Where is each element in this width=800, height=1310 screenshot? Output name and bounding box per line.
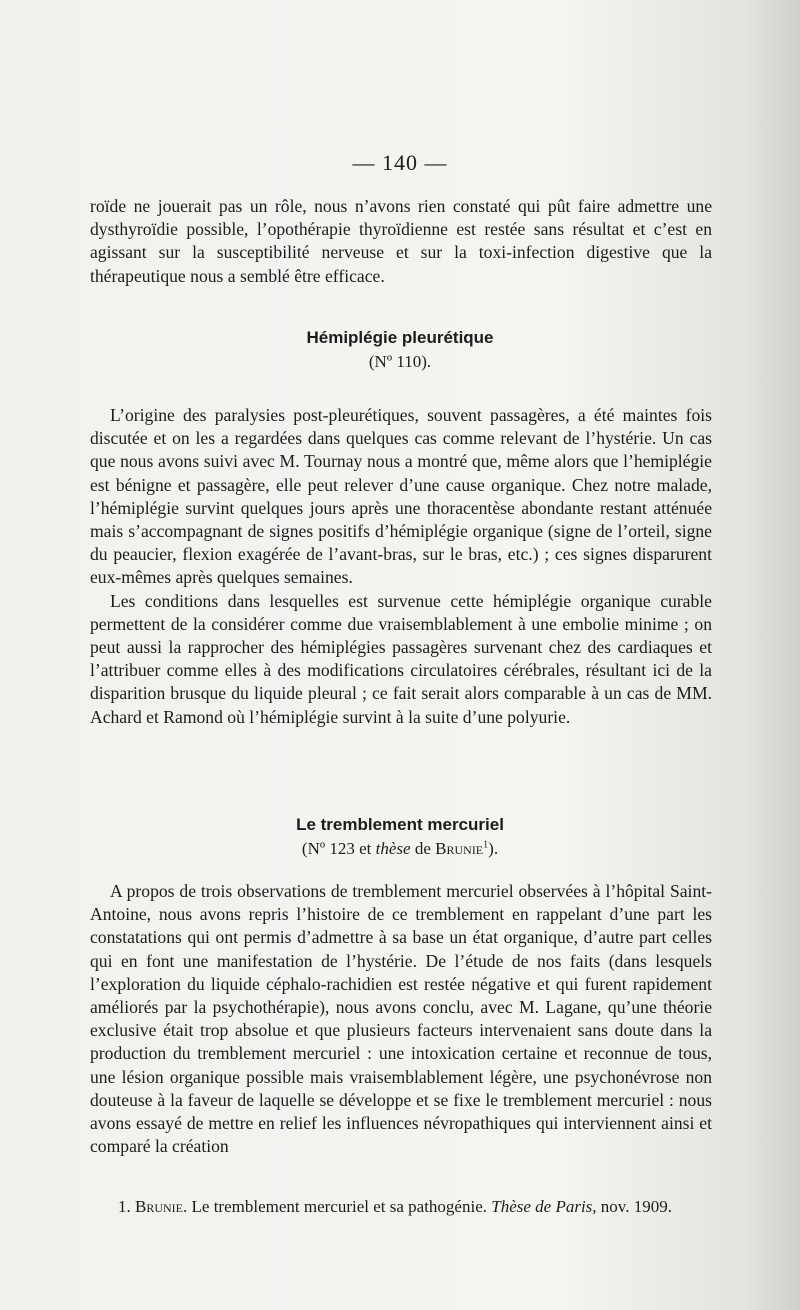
footnote — [118, 1197, 728, 1217]
ref-prefix: (Nº 123 et — [301, 839, 372, 858]
intro-paragraph: roïde ne jouerait pas un rôle, nous n’avons rien constaté qui pût faire admettre une dysthyroïdie possible, l’opothérapie thyroïdienne est restée sans résultat et c’est en agissant sur la susceptibilité nerveuse et sur la toxi-infection digestive que la thérapeutique nous a semblé être efficace. — [90, 196, 712, 286]
page-number: — 140 — — [352, 150, 448, 175]
footnote-title: Le tremblement mercuriel et sa pathogénie. — [191, 1197, 487, 1216]
footnote-marker: 1 — [483, 839, 489, 851]
section-body-hemiplegie — [90, 404, 712, 729]
ref-thesis: thèse — [375, 839, 411, 858]
body-paragraph: A propos de trois observations de tremblement mercuriel observées à l’hôpital Saint-Antoine, nous avons repris l’histoire de ce tremblement en rappelant d’une part les constatations qui ont permis d’admettre à sa base un état organique, d’autre part celles qui en font une manifestation de l’hystérie. De l’étude de nos faits (dans lesquels l’exploration du liquide céphalo-rachidien est restée négative et qui furent rapidement améliorés par la psychothérapie), nous avons conclu, avec M. Lagane, qu’une théorie exclusive était trop absolue et que plusieurs facteurs intervenaient sans doute dans la production du tremblement mercuriel : une intoxication certaine et reconnue de tous, une lésion organique possible mais vraisemblablement légère, une psychonévrose non douteuse à la faveur de laquelle se développe et se fixe le tremblement mercuriel : nous avons essayé de mettre en relief les influences névropathiques qui interviennent ainsi et comparé la création — [90, 881, 712, 1157]
ref-author: Brunie — [435, 839, 484, 858]
footnote-number: 1. — [118, 1197, 131, 1216]
section-reference: (Nº 110). — [368, 352, 432, 371]
body-paragraph: Les conditions dans lesquelles est survenue cette hémiplégie organique curable permettent de la considérer comme due vraisemblablement à une embolie minime ; on peut aussi la rapprocher des hémiplégies passagères survenant chez des cardiaques et l’attribuer comme elles à des modifications circulatoires cérébrales, résultant ici de la disparition brusque du liquide pleural ; ce fait serait alors comparable à un cas de MM. Achard et Ramond où l’hémiplégie survint à la suite d’une polyurie. — [90, 590, 712, 727]
ref-suffix: ). — [488, 839, 499, 858]
section-title: Hémiplégie pleurétique — [306, 328, 494, 347]
footnote-author: Brunie. — [135, 1197, 188, 1216]
section-title: Le tremblement mercuriel — [296, 815, 504, 834]
section-reference — [0, 839, 800, 859]
body-paragraph: L’origine des paralysies post-pleurétiques, souvent passagères, a été maintes fois discutée et on les a regardées dans quelques cas comme relevant de l’hystérie. Un cas que nous avons suivi avec M. Tournay nous a montré que, même alors que l’hemiplégie est bénigne et passagère, elle peut relever d’une cause organique. Chez notre malade, l’hémiplégie survint quelques jours après une thoracentèse abondante restant atténuée mais s’accompagnant de signes positifs d’hémiplégie organique (signe de l’orteil, signe du peaucier, flexion exagérée de l’avant-bras, sur le bras, etc.) ; ces signes disparurent eux-mêmes après quelques semaines. — [90, 405, 712, 588]
section-body-tremblement — [90, 880, 712, 1158]
section-heading-tremblement — [0, 815, 800, 859]
footnote-source: Thèse de Paris, — [491, 1197, 597, 1216]
intro-block — [90, 195, 712, 288]
ref-mid: de — [414, 839, 431, 858]
section-heading-hemiplegie — [0, 328, 800, 372]
footnote-date: nov. 1909. — [600, 1197, 672, 1216]
